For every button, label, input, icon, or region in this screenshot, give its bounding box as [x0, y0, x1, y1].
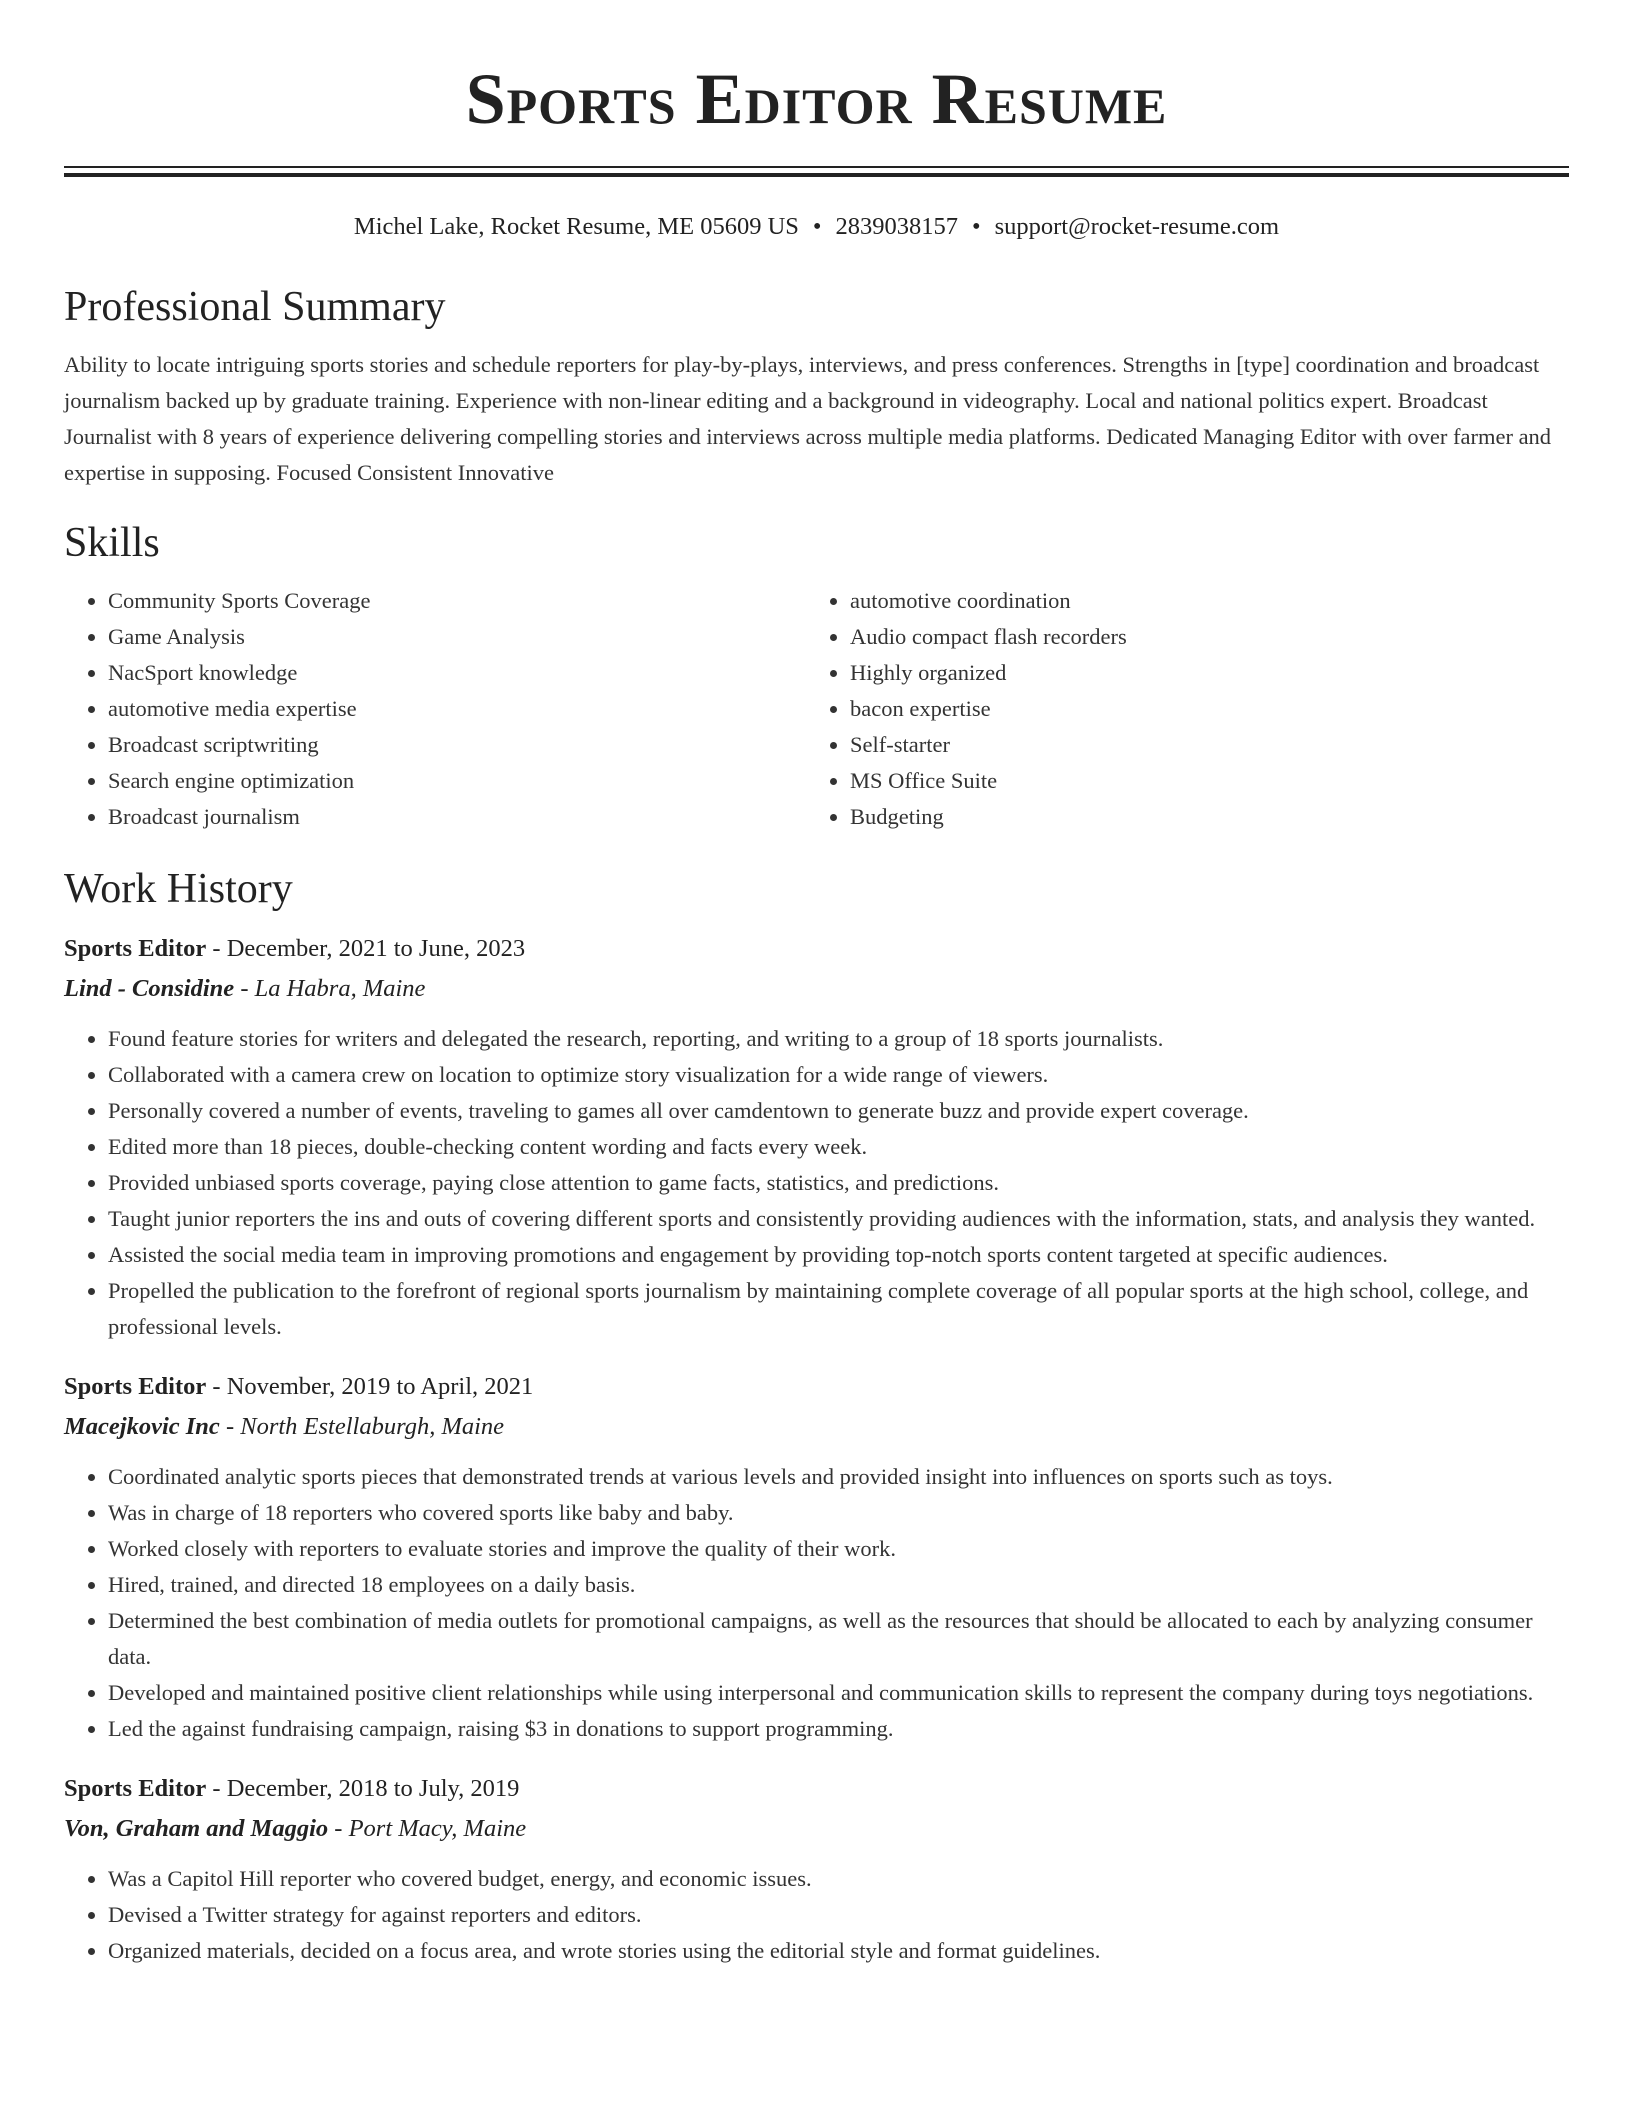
contact-separator: • — [972, 213, 981, 240]
contact-email: support@rocket-resume.com — [994, 213, 1280, 240]
company-line: Von, Graham and Maggio - Port Macy, Maine — [64, 1815, 527, 1842]
company-location: North Estellaburgh, Maine — [240, 1413, 505, 1440]
job-bullets — [64, 1021, 1569, 1345]
skill-item: • automotive coordination — [850, 583, 1550, 619]
job-bullet: • Organized materials, decided on a focus area, and wrote stories using the editorial style and format guidelines. — [108, 1933, 1569, 1969]
resume-page — [64, 0, 1569, 1969]
job-bullet: • Assisted the social media team in improving promotions and engagement by providing top-notch sports content targeted at specific audiences. — [108, 1237, 1569, 1273]
job-bullet: • Propelled the publication to the forefront of regional sports journalism by maintaining complete coverage of all popular sports at the high school, college, and professional levels. — [108, 1273, 1569, 1345]
job-bullet: • Led the against fundraising campaign, raising $3 in donations to support programming. — [108, 1711, 1569, 1747]
skill-item: • automotive media expertise — [108, 691, 806, 727]
contact-line — [64, 211, 1569, 243]
summary-text: Ability to locate intriguing sports stories and schedule reporters for play-by-plays, interviews, and press conferences. Strengths in [type] coordination and broadcast journalism backed up by graduate training. Experience with non-linear editing and a background in videography. Local and national politics expert. Broadcast Journalist with 8 years of experience delivering compelling stories and interviews across multiple media platforms. Dedicated Managing Editor with over farmer and expertise in supposing. Focused Consistent Innovative — [64, 352, 1552, 485]
job-dates: November, 2019 to April, 2021 — [226, 1373, 534, 1400]
job-title-line: Sports Editor - December, 2018 to July, 2019 — [64, 1775, 520, 1802]
job-entry — [64, 1367, 1569, 1747]
job-title-line: Sports Editor - December, 2021 to June, 2023 — [64, 935, 526, 962]
job-bullets — [64, 1459, 1569, 1747]
company-name: Lind - Considine — [64, 975, 235, 1002]
job-bullet: • Edited more than 18 pieces, double-checking content wording and facts every week. — [108, 1129, 1569, 1165]
job-title: Sports Editor — [64, 1775, 207, 1802]
skill-item: • Game Analysis — [108, 619, 806, 655]
job-bullet: • Was in charge of 18 reporters who covered sports like baby and baby. — [108, 1495, 1569, 1531]
skill-item: • NacSport knowledge — [108, 655, 806, 691]
job-bullet: • Collaborated with a camera crew on location to optimize story visualization for a wide range of viewers. — [108, 1057, 1569, 1093]
job-bullet: • Determined the best combination of media outlets for promotional campaigns, as well as the resources that should be allocated to each by analyzing consumer data. — [108, 1603, 1569, 1675]
skills-heading: Skills — [64, 520, 160, 566]
job-dates: December, 2021 to June, 2023 — [226, 935, 526, 962]
job-bullet: • Developed and maintained positive client relationships while using interpersonal and communication skills to represent the company during toys negotiations. — [108, 1675, 1569, 1711]
company-name: Von, Graham and Maggio — [64, 1815, 329, 1842]
company-location: Port Macy, Maine — [348, 1815, 527, 1842]
job-title: Sports Editor — [64, 1373, 207, 1400]
job-bullet: • Coordinated analytic sports pieces that demonstrated trends at various levels and provided insight into influences on sports such as toys. — [108, 1459, 1569, 1495]
job-bullet: • Provided unbiased sports coverage, paying close attention to game facts, statistics, and predictions. — [108, 1165, 1569, 1201]
job-title: Sports Editor — [64, 935, 207, 962]
job-bullets — [64, 1861, 1569, 1969]
skill-item: • Search engine optimization — [108, 763, 806, 799]
skill-item: • Highly organized — [850, 655, 1550, 691]
skill-item: • bacon expertise — [850, 691, 1550, 727]
job-entry — [64, 1769, 1569, 1969]
work-history-heading: Work History — [64, 866, 293, 912]
job-bullet: • Personally covered a number of events, traveling to games all over camdentown to generate buzz and provide expert coverage. — [108, 1093, 1569, 1129]
skills-column-left — [64, 583, 806, 835]
contact-phone: 2839038157 — [835, 213, 958, 240]
company-line: Macejkovic Inc - North Estellaburgh, Maine — [64, 1413, 505, 1440]
job-bullet: • Worked closely with reporters to evaluate stories and improve the quality of their work. — [108, 1531, 1569, 1567]
job-title-line: Sports Editor - November, 2019 to April, 2021 — [64, 1373, 534, 1400]
skill-item: • Audio compact flash recorders — [850, 619, 1550, 655]
company-line: Lind - Considine - La Habra, Maine — [64, 975, 426, 1002]
job-bullet: • Found feature stories for writers and delegated the research, reporting, and writing to a group of 18 sports journalists. — [108, 1021, 1569, 1057]
company-name: Macejkovic Inc — [64, 1413, 220, 1440]
job-dates: December, 2018 to July, 2019 — [226, 1775, 520, 1802]
contact-address: Michel Lake, Rocket Resume, ME 05609 US — [353, 213, 799, 240]
job-bullet: • Was a Capitol Hill reporter who covered budget, energy, and economic issues. — [108, 1861, 1569, 1897]
skill-item: • Broadcast scriptwriting — [108, 727, 806, 763]
title-rule-thin — [64, 166, 1569, 168]
skill-item: • Community Sports Coverage — [108, 583, 806, 619]
skills-list — [64, 583, 1569, 835]
skill-item: • Broadcast journalism — [108, 799, 806, 835]
job-bullet: • Hired, trained, and directed 18 employees on a daily basis. — [108, 1567, 1569, 1603]
job-bullet: • Taught junior reporters the ins and outs of covering different sports and consistently providing audiences with the information, stats, and analysis they wanted. — [108, 1201, 1569, 1237]
summary-heading: Professional Summary — [64, 284, 446, 330]
job-bullet: • Devised a Twitter strategy for against reporters and editors. — [108, 1897, 1569, 1933]
job-entry — [64, 929, 1569, 1345]
skill-item: • MS Office Suite — [850, 763, 1550, 799]
resume-title: Sports Editor Resume — [465, 59, 1168, 139]
skills-column-right — [806, 583, 1550, 835]
skill-item: • Self-starter — [850, 727, 1550, 763]
company-location: La Habra, Maine — [254, 975, 426, 1002]
skill-item: • Budgeting — [850, 799, 1550, 835]
title-rule-thick — [64, 173, 1569, 177]
contact-separator: • — [812, 213, 822, 240]
